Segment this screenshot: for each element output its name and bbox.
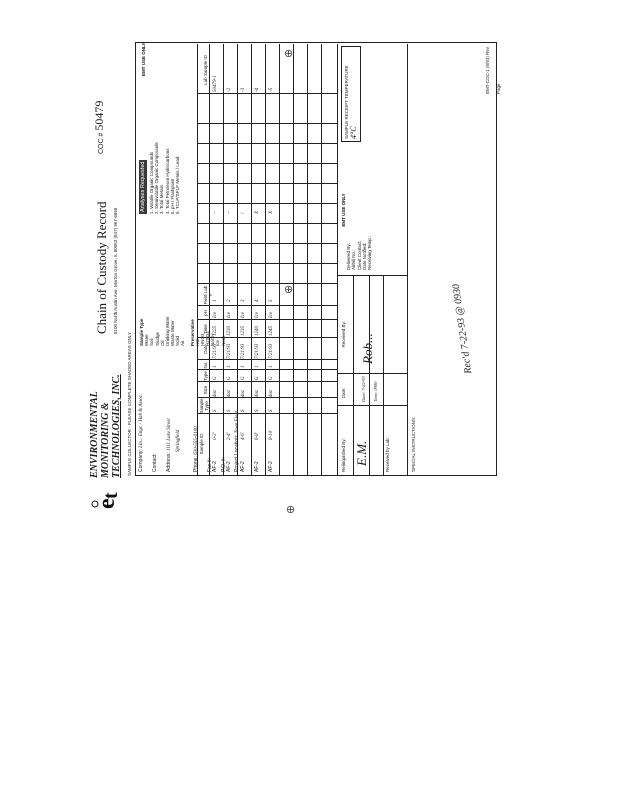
company-line-1: ENVIRONMENTAL [89,391,100,478]
table-bottom-rule [337,44,338,476]
temp-label: SAMPLE RECEIPT TEMPERATURE [344,65,349,139]
col-size: Size [203,385,208,395]
relinquished-time [373,382,378,402]
cell-type: S [255,409,260,412]
analyses-list [149,114,180,214]
form-rotated-content [85,40,505,514]
phone-value: 630-555-0100 [194,426,199,455]
punch-hole-icon: ⊕ [283,48,295,58]
sig-divider [337,405,407,406]
col-sample-type: Sample Type [199,398,210,414]
cell-lab: 5 [269,299,274,302]
row-rule [321,44,322,476]
preservative-item: H2SO4 [205,331,211,346]
cell-depth: 6-8' [255,432,260,440]
company-name [89,348,122,478]
emt-use-block [341,150,372,270]
time-label: Time: [373,391,378,402]
instructions-line: SAMPLE COLLECTOR - PLEASE COMPLETE SHADED AREAS ONLY [127,332,132,476]
sample-type-item: Solid [175,335,181,346]
chain-of-custody-form [85,40,505,514]
cell-time: 1225 [213,326,218,336]
cell-date: 7/21/93 [241,343,246,359]
sample-type-item: Soil [149,338,155,346]
cell-id: AF-2 [226,461,232,472]
lab-address: 8100 North Austin Ave. Morton Grove, IL 60053 (847) 967-6666 [113,207,118,334]
grid-line [197,223,337,224]
cell-lab: 3 [241,299,246,302]
date-label: Date: [361,391,366,402]
grid-line [197,93,337,94]
bottom-handwriting: Rec'd 7-22-93 @ 0930 [450,283,475,375]
time-value: 0900 [373,381,378,391]
cell-type: S [269,409,274,412]
sig-rule [353,276,354,476]
svg-text:t: t [100,492,122,499]
emt-use-header: EMT USE ONLY [341,193,346,227]
punch-hole-icon: ⊕ [285,504,297,514]
cell-type: S [213,409,218,412]
cell-lab: 4 [255,299,260,302]
cell-depth: 0-2' [213,432,218,440]
fax-label: Fax #: [206,458,213,472]
contact-label: Contact: [151,453,158,472]
company-label: Company: [138,449,144,472]
date-value: 7-22-93 [361,376,366,391]
temp-box [341,46,361,142]
cell-ctype: G [269,376,274,380]
emt-use-item: Date Notified: [361,242,367,270]
company-value: Lin... Engr. / Hab & Assoc. [139,393,144,448]
grid-line [197,163,337,164]
analysis-item: 1. Volatile Organic Compounds [149,151,154,214]
cell-lab: 1 [213,299,218,302]
col-sample-id: Sample ID [199,433,204,455]
row-rule [293,44,294,476]
cell-time: 1230 [227,326,232,336]
preservative-item: Ice [215,339,221,346]
preservative-item: HNO3 [199,333,205,346]
cell-date: 7/21/93 [269,343,274,359]
company-line-2: MONITORING & [100,402,111,478]
cell-labid: -3 [241,87,246,92]
col-lab-sample: Lab Sample ID [203,55,208,85]
emt-use-item: Airbill No.: [351,249,357,270]
form-title: Chain of Custody Record [94,201,109,334]
cell-result: X [255,210,260,214]
emt-use-item: Receiving Temp.: [366,235,372,270]
cell-size: 4oz [213,390,218,397]
cell-time: 1235 [241,326,246,336]
sig-divider [337,275,407,276]
col-pres: pH [203,310,208,316]
cell-lab: 2 [227,299,232,302]
date-label: Date: [341,387,346,399]
cell-id: AF-2 [212,461,218,472]
col-time: Time [203,324,208,334]
sample-type-item: Sludge [154,331,160,346]
row-rule [265,44,266,476]
grid-line [197,123,337,124]
grid-line [197,243,337,244]
coc-number [93,101,107,154]
cell-result: X [269,210,274,214]
company-line-3: TECHNOLOGIES, INC. [111,374,122,478]
emt-use-item: Client Contact: [356,240,362,270]
sig-rule [383,276,384,476]
emt-use-item: Delivered By: [346,243,352,270]
cell-size: 4oz [227,390,232,397]
cell-depth: 2-4' [227,432,232,440]
po-label: P.O. #: [220,457,227,472]
row-rule [307,44,308,476]
temp-value: 4°C [349,126,359,139]
relinquished-date [361,376,366,402]
row-rule [251,44,252,476]
phone-label: Phone: [193,456,199,472]
coc-label: COC # [98,132,105,154]
sig-divider [337,373,407,374]
col-type: Type [203,371,208,381]
grid-line [197,283,337,284]
cell-pres: Ice [241,311,246,318]
instructions-rule [407,44,408,476]
svg-text:e: e [94,498,120,509]
punch-hole-icon: ⊕ [283,284,295,294]
project-value: Town Field [235,410,241,434]
cell-no: 1 [241,365,246,368]
analysis-item: 3. Total Metals [159,185,165,214]
cell-pres: Ice [227,311,232,318]
cell-no: 1 [227,365,232,368]
footer-code: EMT-COC-1 (6/93) Rev [485,46,490,94]
cell-labid: -5 [269,87,274,92]
address-label: Address: [165,452,172,472]
cell-ctype: G [255,376,260,380]
project-label: Project Location: [234,434,241,472]
grid-line [197,381,337,382]
analysis-item: 6. TCLP/SPLP Metals / Lead [174,156,180,214]
cell-type: S [241,409,246,412]
coc-number-value: 50479 [92,100,106,131]
cell-no: 1 [269,365,274,368]
cell-time: 1245 [269,326,274,336]
cell-time: 1240 [255,326,260,336]
received-label: Received By: [341,320,346,348]
client-block [139,352,241,472]
preservative-item: HCl [194,338,200,346]
emt-use-list [346,150,372,270]
cell-id: AF-2 [268,461,274,472]
analysis-item: 4. Total Petroleum Hydrocarbons [164,148,170,214]
cell-id: AF-2 [240,461,246,472]
sample-type-item: Air [180,340,186,346]
page-label: Page [496,83,501,94]
address-value: 1111 Lake Street [166,418,172,451]
grid-line [197,397,337,398]
relinquished-signature: E.M. [354,440,369,466]
cell-no: 1 [255,365,260,368]
preservative-header: Preservative [189,319,195,346]
cell-pres: Ice [269,311,274,318]
cell-depth: 4-6' [241,432,246,440]
grid-line [197,263,337,264]
cell-ctype: G [227,376,232,380]
cell-date: 7/21/93 [213,343,218,359]
cell-no: 1 [213,365,218,368]
cell-type: S [227,409,232,412]
margin-note: EMT USE ONLY [141,42,146,76]
cell-id: AF-2 [254,461,260,472]
sample-type-item: Waste Water [170,320,176,346]
sig-rule [369,276,370,476]
sample-type-list [144,276,185,346]
sample-type-header: Sample Type [139,318,144,346]
preservative-item: NaOH [210,333,216,346]
grid-line [197,143,337,144]
col-lab-number: Field Lab # [203,285,214,305]
relinquished-label: Relinquished By: [341,438,346,472]
analysis-item: 2. Semivolatile Organic Compounds [154,142,160,214]
cell-date: 7/21/93 [255,343,260,359]
analysis-item: 5. pH / Flashpoint [169,178,175,214]
emt-logo [89,480,123,510]
preservative-item: None [220,335,226,346]
special-instructions-label: SPECIAL INSTRUCTIONS: [411,416,416,472]
cell-ctype: G [213,376,218,380]
received-lab-label: Received by Lab: [385,437,390,472]
cell-date: 7/21/93 [227,343,232,359]
cell-labid: 50479-1 [213,75,218,92]
cell-labid: -4 [255,87,260,92]
cell-result: ~ [213,211,218,214]
row-rule [279,44,280,476]
relinquished-block [341,292,346,472]
cell-ctype: G [241,376,246,380]
col-date: Date [203,344,208,354]
sample-type-item: Water [144,334,150,346]
col-no: No. [203,361,208,369]
received-signature: Rob... [360,333,375,364]
sample-type-item: Drinking Water [164,316,170,346]
cell-depth: 8-10' [269,429,274,440]
cell-pres: Ice [255,311,260,318]
cell-labid: -2 [227,87,232,92]
city-value: Springfield [176,429,182,452]
cell-result: ~ [227,211,232,214]
analyses-header: Analyses Requested [140,161,146,212]
cell-result: / [241,212,246,214]
sample-type-item: Oil [159,340,165,346]
cell-pres: Ice [213,311,218,318]
cell-size: 4oz [255,390,260,397]
cell-size: 4oz [269,390,274,397]
cell-size: 4oz [241,390,246,397]
grid-line [197,183,337,184]
